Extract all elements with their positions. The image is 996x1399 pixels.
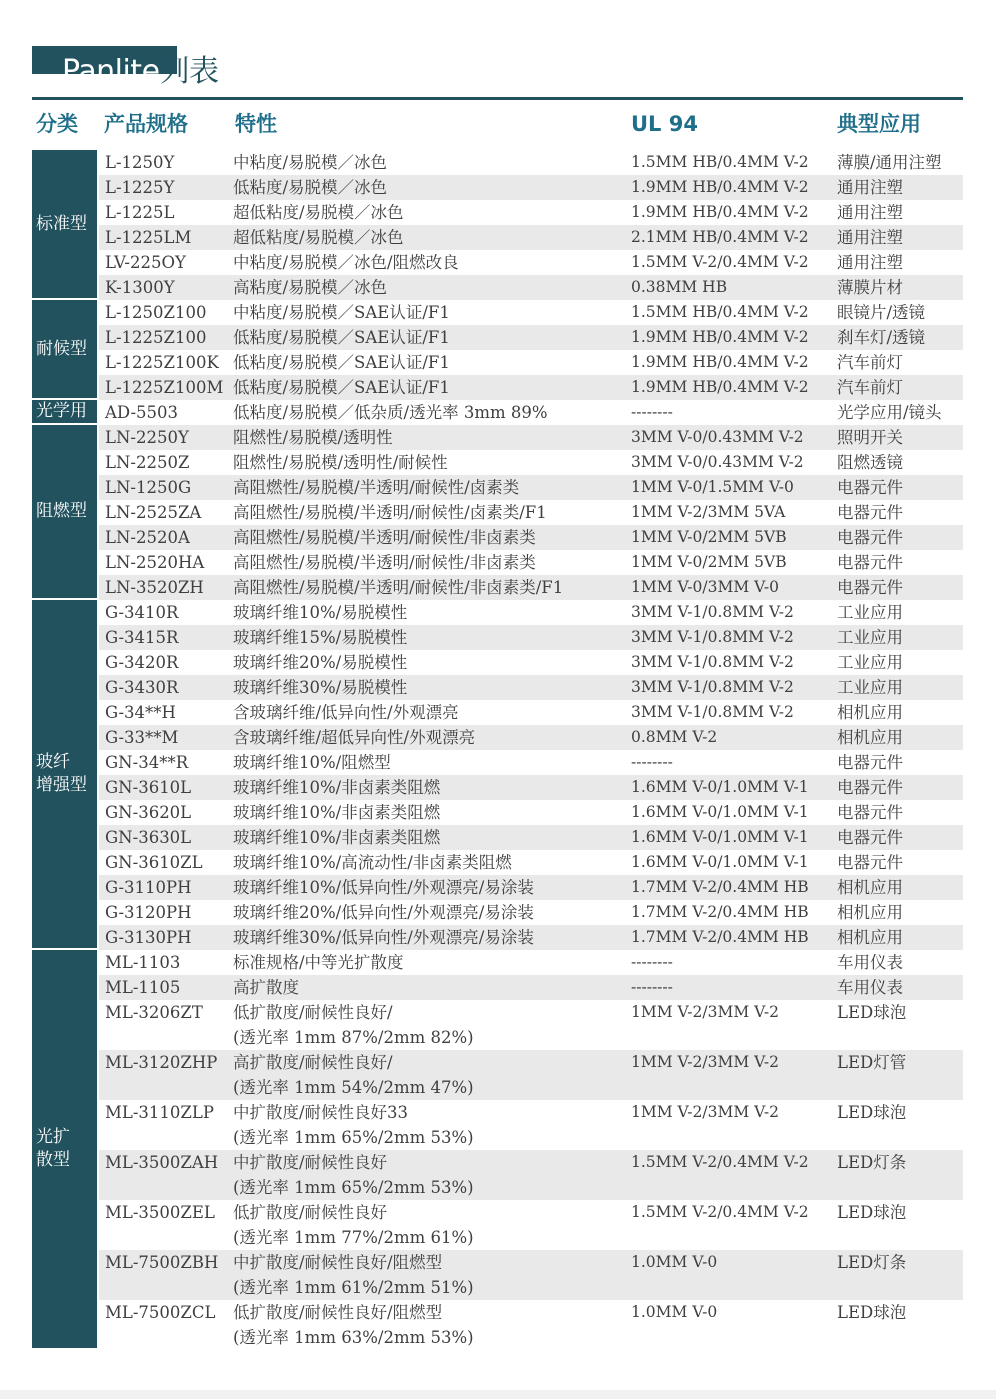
spec-cell: ML-1105 (105, 978, 181, 997)
table-row (99, 350, 963, 375)
spec-cell: L-1225Z100K (105, 353, 219, 372)
application-cell: 相机应用 (837, 928, 903, 947)
spec-cell: ML-3500ZAH (105, 1153, 219, 1172)
title-latin: Panlite (62, 54, 160, 89)
table-row (99, 625, 963, 650)
property-cell: 中扩散度/耐候性良好 (233, 1153, 388, 1172)
ul94-cell: 2.1MM HB/0.4MM V-2 (631, 228, 809, 246)
property-cell: 超低粘度/易脱模／冰色 (233, 228, 404, 247)
application-cell: 通用注塑 (837, 253, 903, 272)
spec-cell: G-3430R (105, 678, 179, 697)
table-row (99, 325, 963, 350)
application-cell: LED灯条 (837, 1153, 907, 1172)
property-cell: 玻璃纤维30%/低异向性/外观漂亮/易涂装 (233, 928, 534, 947)
property-cell: 低扩散度/耐候性良好 (233, 1203, 388, 1222)
property-cell: 低扩散度/耐候性良好/阻燃型 (233, 1303, 443, 1322)
category-label: 耐候型 (32, 300, 97, 400)
ul94-cell: 1.9MM HB/0.4MM V-2 (631, 353, 809, 371)
application-cell: LED灯管 (837, 1053, 907, 1072)
property-cell: 玻璃纤维10%/阻燃型 (233, 753, 391, 772)
property-cell: 阻燃性/易脱模/透明性 (233, 428, 393, 447)
table-row (99, 600, 963, 625)
header-ul94: UL 94 (631, 112, 698, 136)
property-cell: 低粘度/易脱模／SAE认证/F1 (233, 328, 450, 347)
ul94-cell: 1.5MM V-2/0.4MM V-2 (631, 1153, 809, 1171)
header-application: 典型应用 (837, 112, 921, 136)
application-cell: 电器元件 (837, 528, 903, 547)
spec-cell: ML-3120ZHP (105, 1053, 218, 1072)
spec-cell: L-1225Z100 (105, 328, 207, 347)
property-cell: 玻璃纤维20%/易脱模性 (233, 653, 408, 672)
application-cell: LED球泡 (837, 1003, 907, 1022)
application-cell: 工业应用 (837, 603, 903, 622)
property-cell: 玻璃纤维10%/非卤素类阻燃 (233, 778, 441, 797)
spec-cell: AD-5503 (105, 403, 179, 422)
ul94-cell: 1.7MM V-2/0.4MM HB (631, 878, 809, 896)
table-row (99, 425, 963, 450)
table-row (99, 200, 963, 225)
property-cell: 玻璃纤维10%/易脱模性 (233, 603, 408, 622)
spec-cell: GN-34**R (105, 753, 189, 772)
footer-band (0, 1390, 996, 1399)
ul94-cell: 1MM V-2/3MM V-2 (631, 1053, 780, 1071)
table-row (99, 575, 963, 600)
property-cell: 中粘度/易脱模／冰色 (233, 153, 388, 172)
application-cell: 薄膜/通用注塑 (837, 153, 942, 172)
application-cell: 照明开关 (837, 428, 903, 447)
spec-cell: G-34**H (105, 703, 176, 722)
table-row (99, 750, 963, 775)
ul94-cell: 0.8MM V-2 (631, 728, 718, 746)
spec-cell: L-1225L (105, 203, 175, 222)
property-cell: 高粘度/易脱模／冰色 (233, 278, 388, 297)
ul94-cell: 1.6MM V-0/1.0MM V-1 (631, 828, 809, 846)
property-cell: 高阻燃性/易脱模/半透明/耐候性/卤素类/F1 (233, 503, 547, 522)
spec-cell: G-3410R (105, 603, 179, 622)
property-cell: 含玻璃纤维/超低异向性/外观漂亮 (233, 728, 476, 747)
application-cell: 工业应用 (837, 628, 903, 647)
ul94-cell: 1.5MM HB/0.4MM V-2 (631, 153, 809, 171)
property-cell: 标准规格/中等光扩散度 (233, 953, 404, 972)
spec-cell: LV-225OY (105, 253, 186, 272)
ul94-cell: 3MM V-0/0.43MM V-2 (631, 428, 804, 446)
ul94-cell: 1.9MM HB/0.4MM V-2 (631, 328, 809, 346)
table-row (99, 975, 963, 1000)
table-row (99, 825, 963, 850)
property-cell: 低粘度/易脱模／SAE认证/F1 (233, 378, 450, 397)
property-cell: 低扩散度/耐候性良好/ (233, 1003, 393, 1022)
application-cell: 电器元件 (837, 578, 903, 597)
property-cell: 玻璃纤维15%/易脱模性 (233, 628, 408, 647)
spec-cell: G-3420R (105, 653, 179, 672)
spec-cell: LN-2520HA (105, 553, 205, 572)
application-cell: 汽车前灯 (837, 353, 903, 372)
table-row (99, 850, 963, 875)
category-label: 标准型 (32, 150, 97, 300)
ul94-cell: 1.5MM V-2/0.4MM V-2 (631, 1203, 809, 1221)
table-row (99, 775, 963, 800)
table-row (99, 950, 963, 975)
spec-cell: LN-2520A (105, 528, 190, 547)
table-row (99, 500, 963, 525)
ul94-cell: -------- (631, 753, 673, 771)
application-cell: 通用注塑 (837, 203, 903, 222)
table-row (99, 175, 963, 200)
application-cell: 眼镜片/透镜 (837, 303, 926, 322)
table-row (99, 1100, 963, 1150)
spec-cell: L-1250Z100 (105, 303, 207, 322)
property-cell-line2: (透光率 1mm 63%/2mm 53%) (233, 1328, 474, 1347)
header-category: 分类 (36, 112, 78, 136)
ul94-cell: -------- (631, 953, 673, 971)
spec-cell: GN-3610L (105, 778, 192, 797)
table-row (99, 250, 963, 275)
header-spec: 产品规格 (104, 112, 188, 136)
spec-cell: LN-1250G (105, 478, 192, 497)
application-cell: 电器元件 (837, 853, 903, 872)
header-property: 特性 (235, 112, 277, 136)
application-cell: 电器元件 (837, 753, 903, 772)
title-divider (32, 97, 963, 100)
category-label: 光扩 散型 (32, 950, 97, 1350)
spec-cell: G-3110PH (105, 878, 192, 897)
property-cell: 低粘度/易脱模／SAE认证/F1 (233, 353, 450, 372)
property-cell: 中粘度/易脱模／SAE认证/F1 (233, 303, 450, 322)
spec-cell: L-1225Z100M (105, 378, 224, 397)
ul94-cell: 1MM V-0/2MM 5VB (631, 528, 787, 546)
spec-cell: ML-7500ZCL (105, 1303, 216, 1322)
category-column (32, 150, 97, 1350)
ul94-cell: 3MM V-1/0.8MM V-2 (631, 703, 794, 721)
ul94-cell: 1.5MM V-2/0.4MM V-2 (631, 253, 809, 271)
spec-cell: G-33**M (105, 728, 179, 747)
application-cell: 相机应用 (837, 728, 903, 747)
application-cell: 电器元件 (837, 503, 903, 522)
ul94-cell: 3MM V-1/0.8MM V-2 (631, 603, 794, 621)
spec-cell: GN-3620L (105, 803, 192, 822)
ul94-cell: 0.38MM HB (631, 278, 728, 296)
table-row (99, 1300, 963, 1350)
spec-cell: ML-3110ZLP (105, 1103, 214, 1122)
application-cell: 电器元件 (837, 478, 903, 497)
table-row (99, 475, 963, 500)
spec-cell: LN-2250Y (105, 428, 189, 447)
spec-cell: G-3120PH (105, 903, 192, 922)
table-row (99, 1000, 963, 1050)
property-cell-line2: (透光率 1mm 65%/2mm 53%) (233, 1178, 474, 1197)
table-row (99, 375, 963, 400)
table-row (99, 525, 963, 550)
table-row (99, 1150, 963, 1200)
property-cell: 高阻燃性/易脱模/半透明/耐候性/卤素类 (233, 478, 520, 497)
property-cell-line2: (透光率 1mm 61%/2mm 51%) (233, 1278, 474, 1297)
ul94-cell: 3MM V-1/0.8MM V-2 (631, 628, 794, 646)
property-cell: 玻璃纤维10%/非卤素类阻燃 (233, 828, 441, 847)
property-cell: 高阻燃性/易脱模/半透明/耐候性/非卤素类 (233, 528, 536, 547)
application-cell: 电器元件 (837, 803, 903, 822)
table-row (99, 450, 963, 475)
page-title (62, 50, 219, 94)
property-cell: 阻燃性/易脱模/透明性/耐候性 (233, 453, 448, 472)
application-cell: 车用仪表 (837, 953, 903, 972)
spec-cell: LN-2525ZA (105, 503, 202, 522)
property-cell: 含玻璃纤维/低异向性/外观漂亮 (233, 703, 459, 722)
application-cell: 电器元件 (837, 828, 903, 847)
table-row (99, 300, 963, 325)
application-cell: 车用仪表 (837, 978, 903, 997)
property-cell-line2: (透光率 1mm 87%/2mm 82%) (233, 1028, 474, 1047)
spec-cell: ML-1103 (105, 953, 181, 972)
application-cell: 相机应用 (837, 878, 903, 897)
application-cell: 通用注塑 (837, 228, 903, 247)
spec-cell: ML-3500ZEL (105, 1203, 215, 1222)
table-row (99, 275, 963, 300)
ul94-cell: 1.7MM V-2/0.4MM HB (631, 928, 809, 946)
table-row (99, 725, 963, 750)
application-cell: LED球泡 (837, 1103, 907, 1122)
ul94-cell: 1.9MM HB/0.4MM V-2 (631, 378, 809, 396)
table-row (99, 150, 963, 175)
ul94-cell: 3MM V-1/0.8MM V-2 (631, 678, 794, 696)
application-cell: 电器元件 (837, 778, 903, 797)
table-row (99, 1250, 963, 1300)
ul94-cell: 3MM V-1/0.8MM V-2 (631, 653, 794, 671)
spec-cell: L-1225Y (105, 178, 175, 197)
spec-cell: L-1225LM (105, 228, 192, 247)
application-cell: 光学应用/镜头 (837, 403, 942, 422)
table-row (99, 550, 963, 575)
ul94-cell: 1MM V-0/1.5MM V-0 (631, 478, 794, 496)
application-cell: 电器元件 (837, 553, 903, 572)
ul94-cell: 1.0MM V-0 (631, 1253, 718, 1271)
table-row (99, 700, 963, 725)
table-row (99, 1050, 963, 1100)
table-row (99, 1200, 963, 1250)
spec-cell: G-3130PH (105, 928, 192, 947)
property-cell: 超低粘度/易脱模／冰色 (233, 203, 404, 222)
ul94-cell: 3MM V-0/0.43MM V-2 (631, 453, 804, 471)
ul94-cell: 1MM V-0/2MM 5VB (631, 553, 787, 571)
application-cell: 刹车灯/透镜 (837, 328, 926, 347)
table-row (99, 875, 963, 900)
application-cell: 相机应用 (837, 903, 903, 922)
property-cell: 玻璃纤维30%/易脱模性 (233, 678, 408, 697)
property-cell-line2: (透光率 1mm 54%/2mm 47%) (233, 1078, 474, 1097)
table-row (99, 225, 963, 250)
spec-cell: GN-3630L (105, 828, 192, 847)
property-cell: 高扩散度 (233, 978, 299, 997)
application-cell: 工业应用 (837, 653, 903, 672)
spec-cell: GN-3610ZL (105, 853, 203, 872)
property-cell: 玻璃纤维20%/低异向性/外观漂亮/易涂装 (233, 903, 534, 922)
property-cell-line2: (透光率 1mm 77%/2mm 61%) (233, 1228, 474, 1247)
category-label: 阻燃型 (32, 425, 97, 600)
property-cell: 中扩散度/耐候性良好/阻燃型 (233, 1253, 443, 1272)
category-label: 玻纤 增强型 (32, 600, 97, 950)
application-cell: LED球泡 (837, 1203, 907, 1222)
ul94-cell: 1MM V-0/3MM V-0 (631, 578, 780, 596)
application-cell: 工业应用 (837, 678, 903, 697)
table-row (99, 900, 963, 925)
property-cell: 高阻燃性/易脱模/半透明/耐候性/非卤素类/F1 (233, 578, 564, 597)
ul94-cell: 1.6MM V-0/1.0MM V-1 (631, 778, 809, 796)
ul94-cell: 1.6MM V-0/1.0MM V-1 (631, 853, 809, 871)
spec-cell: L-1250Y (105, 153, 175, 172)
property-cell: 低粘度/易脱模／冰色 (233, 178, 388, 197)
spec-cell: ML-7500ZBH (105, 1253, 219, 1272)
property-cell: 玻璃纤维10%/低异向性/外观漂亮/易涂装 (233, 878, 534, 897)
ul94-cell: 1.5MM HB/0.4MM V-2 (631, 303, 809, 321)
category-label: 光学用 (32, 400, 97, 425)
spec-cell: LN-2250Z (105, 453, 190, 472)
property-cell: 高阻燃性/易脱模/半透明/耐候性/非卤素类 (233, 553, 536, 572)
application-cell: LED灯条 (837, 1253, 907, 1272)
ul94-cell: 1MM V-2/3MM 5VA (631, 503, 786, 521)
property-cell-line2: (透光率 1mm 65%/2mm 53%) (233, 1128, 474, 1147)
application-cell: 薄膜片材 (837, 278, 903, 297)
application-cell: 通用注塑 (837, 178, 903, 197)
title-cn: 列表 (159, 54, 219, 89)
product-table (99, 150, 963, 1350)
table-row (99, 650, 963, 675)
ul94-cell: 1.6MM V-0/1.0MM V-1 (631, 803, 809, 821)
property-cell: 高扩散度/耐候性良好/ (233, 1053, 393, 1072)
application-cell: 阻燃透镜 (837, 453, 903, 472)
table-row (99, 800, 963, 825)
table-row (99, 400, 963, 425)
ul94-cell: 1.9MM HB/0.4MM V-2 (631, 178, 809, 196)
application-cell: LED球泡 (837, 1303, 907, 1322)
property-cell: 玻璃纤维10%/非卤素类阻燃 (233, 803, 441, 822)
spec-cell: ML-3206ZT (105, 1003, 203, 1022)
property-cell: 低粘度/易脱模／低杂质/透光率 3mm 89% (233, 403, 548, 422)
application-cell: 汽车前灯 (837, 378, 903, 397)
property-cell: 玻璃纤维10%/高流动性/非卤素类阻燃 (233, 853, 512, 872)
property-cell: 中粘度/易脱模／冰色/阻燃改良 (233, 253, 459, 272)
spec-cell: K-1300Y (105, 278, 175, 297)
property-cell: 中扩散度/耐候性良好33 (233, 1103, 409, 1122)
table-row (99, 925, 963, 950)
application-cell: 相机应用 (837, 703, 903, 722)
ul94-cell: -------- (631, 978, 673, 996)
spec-cell: LN-3520ZH (105, 578, 204, 597)
spec-cell: G-3415R (105, 628, 179, 647)
ul94-cell: 1MM V-2/3MM V-2 (631, 1103, 780, 1121)
ul94-cell: -------- (631, 403, 673, 421)
table-row (99, 675, 963, 700)
ul94-cell: 1.7MM V-2/0.4MM HB (631, 903, 809, 921)
ul94-cell: 1.9MM HB/0.4MM V-2 (631, 203, 809, 221)
ul94-cell: 1MM V-2/3MM V-2 (631, 1003, 780, 1021)
ul94-cell: 1.0MM V-0 (631, 1303, 718, 1321)
